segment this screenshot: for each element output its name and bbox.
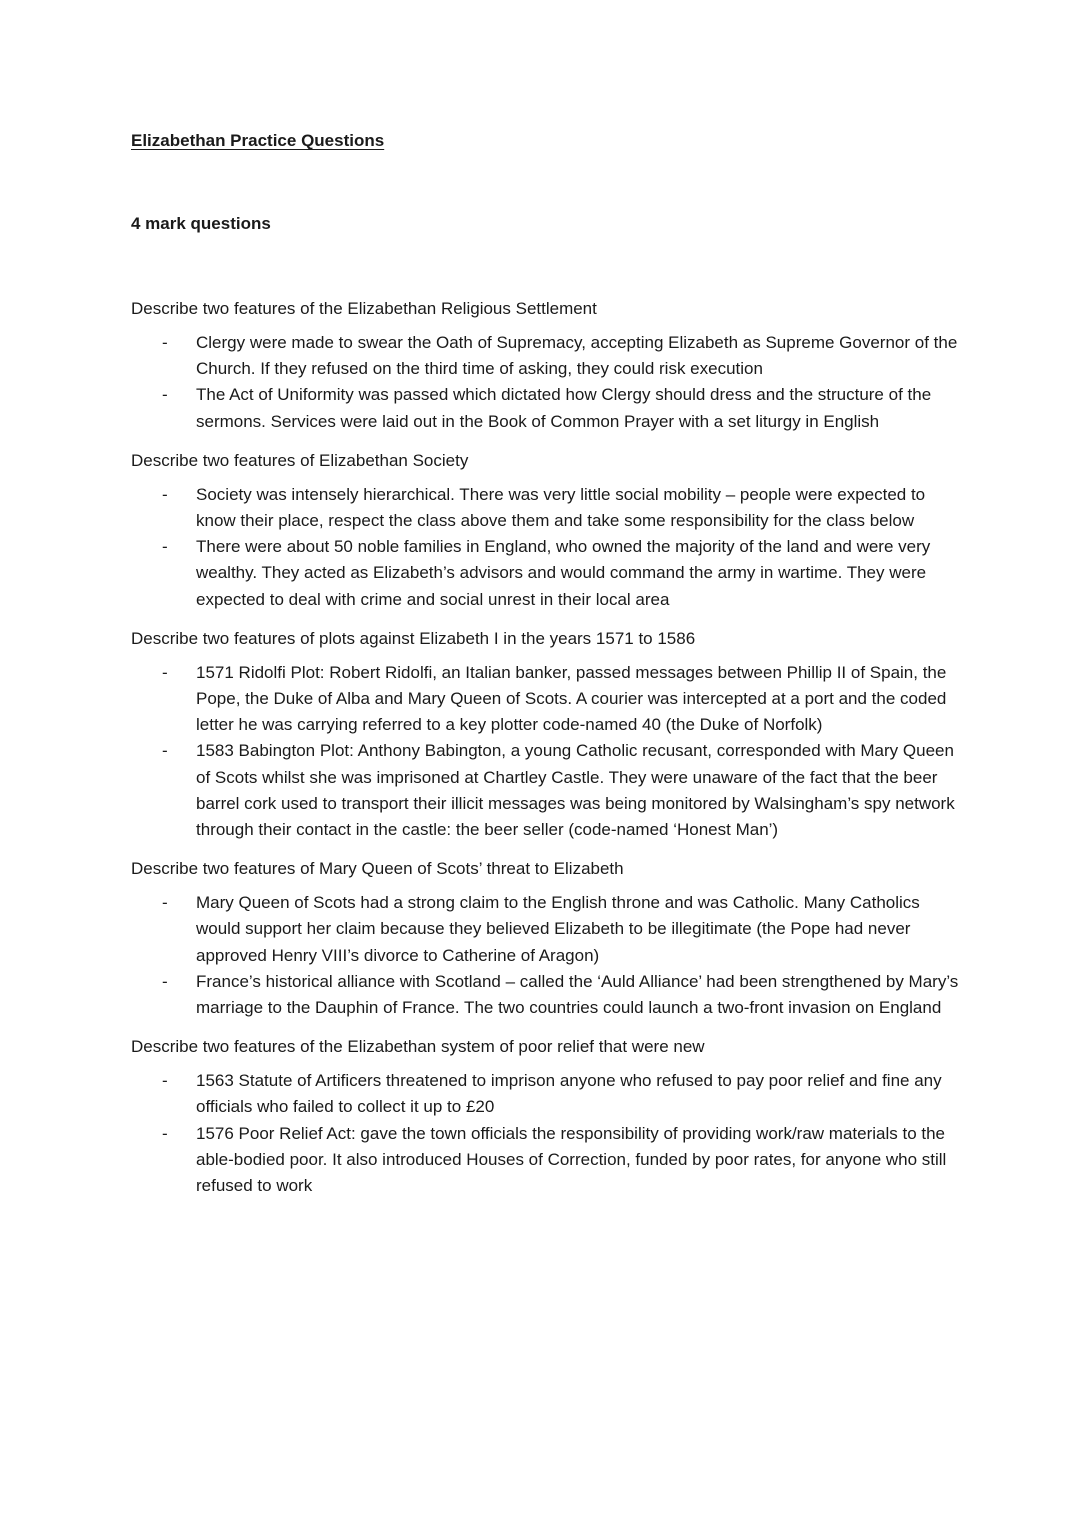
- answer-list: [131, 330, 961, 435]
- answer-text: There were about 50 noble families in England, who owned the majority of the land and were very wealthy. They acted as Elizabeth’s advisors and would command the army in wartime. They were expected to deal with crime and social unrest in their local area: [196, 537, 931, 609]
- bullet-dash: -: [162, 1071, 168, 1091]
- answer-text: 1563 Statute of Artificers threatened to imprison anyone who refused to pay poor relief and fine any officials who failed to collect it up to £20: [196, 1071, 942, 1117]
- question-block: [131, 1034, 961, 1199]
- bullet-dash: -: [162, 662, 168, 682]
- answer-item: [131, 534, 961, 613]
- bullet-dash: -: [162, 971, 168, 991]
- answer-item: [131, 330, 961, 382]
- question-block: [131, 626, 961, 843]
- answer-text: Clergy were made to swear the Oath of Supremacy, accepting Elizabeth as Supreme Governor of the Church. If they refused on the third time of asking, they could risk execution: [196, 333, 958, 379]
- answer-item: [131, 738, 961, 843]
- answer-item: [131, 382, 961, 434]
- bullet-dash: -: [162, 893, 168, 913]
- question-block: [131, 296, 961, 435]
- bullet-dash: -: [162, 484, 168, 504]
- bullet-dash: -: [162, 741, 168, 761]
- question-list: [131, 296, 961, 1212]
- bullet-dash: -: [162, 385, 168, 405]
- answer-text: The Act of Uniformity was passed which dictated how Clergy should dress and the structure of the sermons. Services were laid out in the Book of Common Prayer with a set liturgy in English: [196, 385, 932, 431]
- answer-text: France’s historical alliance with Scotland – called the ‘Auld Alliance’ had been strengthened by Mary’s marriage to the Dauphin of France. The two countries could launch a two-front invasion on England: [196, 971, 959, 1018]
- answer-item: [131, 1121, 961, 1200]
- page-title: Elizabethan Practice Questions: [131, 131, 385, 150]
- bullet-dash: -: [162, 1123, 168, 1143]
- question-text: Describe two features of Elizabethan Society: [131, 450, 469, 470]
- answer-item: [131, 660, 961, 739]
- question-block: [131, 448, 961, 613]
- answer-item: [131, 1068, 961, 1120]
- answer-text: Society was intensely hierarchical. There was very little social mobility – people were expected to know their place, respect the class above them and take some responsibility for the class below: [196, 484, 926, 531]
- section-heading: 4 mark questions: [131, 214, 271, 233]
- question-text: Describe two features of plots against Elizabeth I in the years 1571 to 1586: [131, 628, 696, 648]
- answer-list: [131, 890, 961, 1021]
- bullet-dash: -: [162, 333, 168, 352]
- answer-text: 1571 Ridolfi Plot: Robert Ridolfi, an Italian banker, passed messages between Phillip II of Spain, the Pope, the Duke of Alba and Mary Queen of Scots. A courier was intercepted at a port and the coded letter he was carrying referred to a key plotter code-named 40 (the Duke of Norfolk): [196, 662, 947, 735]
- question-text: Describe two features of the Elizabethan Religious Settlement: [131, 299, 597, 318]
- answer-text: 1576 Poor Relief Act: gave the town officials the responsibility of providing work/raw materials to the able-bodied poor. It also introduced Houses of Correction, funded by poor rates, for anyone who still refused to work: [196, 1123, 947, 1196]
- question-text: Describe two features of the Elizabethan system of poor relief that were new: [131, 1037, 705, 1057]
- bullet-dash: -: [162, 537, 168, 557]
- answer-list: [131, 660, 961, 843]
- question-text: Describe two features of Mary Queen of Scots’ threat to Elizabeth: [131, 859, 624, 879]
- answer-item: [131, 482, 961, 534]
- answer-item: [131, 890, 961, 969]
- answer-text: Mary Queen of Scots had a strong claim to the English throne and was Catholic. Many Catholics would support her claim because they believed Elizabeth to be illegitimate (the Pope had never approved Henry VIII’s divorce to Catherine of Aragon): [196, 893, 920, 965]
- answer-item: [131, 969, 961, 1021]
- question-block: [131, 856, 961, 1021]
- answer-list: [131, 1068, 961, 1199]
- answer-text: 1583 Babington Plot: Anthony Babington, a young Catholic recusant, corresponded with Mary Queen of Scots whilst she was imprisoned at Chartley Castle. They were unaware of the fact that the beer barrel cork used to transport their illicit messages was being monitored by Walsingham’s spy network through their contact in the castle: the beer seller (code-named ‘Honest Man’): [196, 741, 955, 840]
- answer-list: [131, 482, 961, 613]
